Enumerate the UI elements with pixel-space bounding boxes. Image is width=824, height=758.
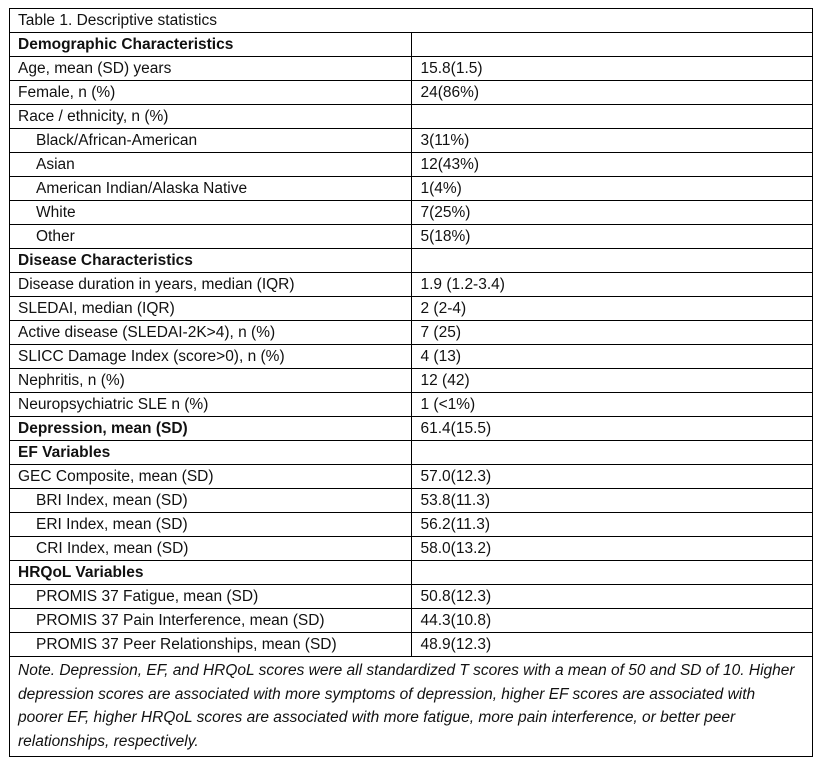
row-label: CRI Index, mean (SD) <box>10 537 412 561</box>
table-row <box>10 489 813 513</box>
descriptive-statistics-table-container <box>9 8 813 757</box>
row-value: 7(25%) <box>411 201 813 225</box>
row-value <box>411 441 813 465</box>
row-label: Disease Characteristics <box>10 249 412 273</box>
row-value: 44.3(10.8) <box>411 609 813 633</box>
row-value: 15.8(1.5) <box>411 57 813 81</box>
table-row <box>10 153 813 177</box>
table-row <box>10 33 813 57</box>
row-label: BRI Index, mean (SD) <box>10 489 412 513</box>
row-label: EF Variables <box>10 441 412 465</box>
row-label: Disease duration in years, median (IQR) <box>10 273 412 297</box>
table-body <box>10 9 813 757</box>
table-row <box>10 105 813 129</box>
table-row <box>10 633 813 657</box>
table-row <box>10 201 813 225</box>
row-label: Depression, mean (SD) <box>10 417 412 441</box>
row-value: 3(11%) <box>411 129 813 153</box>
table-row <box>10 249 813 273</box>
row-value: 50.8(12.3) <box>411 585 813 609</box>
table-row <box>10 81 813 105</box>
row-value <box>411 249 813 273</box>
table-caption: Table 1. Descriptive statistics <box>10 9 813 33</box>
table-row <box>10 345 813 369</box>
row-label: American Indian/Alaska Native <box>10 177 412 201</box>
table-row <box>10 513 813 537</box>
row-value <box>411 33 813 57</box>
row-label: Demographic Characteristics <box>10 33 412 57</box>
row-label: GEC Composite, mean (SD) <box>10 465 412 489</box>
row-value: 12 (42) <box>411 369 813 393</box>
row-label: Age, mean (SD) years <box>10 57 412 81</box>
row-value <box>411 561 813 585</box>
table-note: Note. Depression, EF, and HRQoL scores were all standardized T scores with a mean of 50 and SD of 10. Higher depression scores are associated with more symptoms of depression, higher EF scores are associated with poorer EF, higher HRQoL scores are associated with more fatigue, more pain interference, or better peer relationships, respectively. <box>10 657 813 757</box>
row-label: Black/African-American <box>10 129 412 153</box>
note-row <box>10 657 813 757</box>
table-row <box>10 177 813 201</box>
row-label: Nephritis, n (%) <box>10 369 412 393</box>
row-label: ERI Index, mean (SD) <box>10 513 412 537</box>
row-value: 24(86%) <box>411 81 813 105</box>
row-label: Race / ethnicity, n (%) <box>10 105 412 129</box>
table-row <box>10 417 813 441</box>
row-value: 1(4%) <box>411 177 813 201</box>
table-row <box>10 393 813 417</box>
row-value: 56.2(11.3) <box>411 513 813 537</box>
table-row <box>10 561 813 585</box>
row-value: 1 (<1%) <box>411 393 813 417</box>
row-value: 1.9 (1.2-3.4) <box>411 273 813 297</box>
row-label: White <box>10 201 412 225</box>
table-row <box>10 441 813 465</box>
row-label: Other <box>10 225 412 249</box>
table-row <box>10 585 813 609</box>
table-row <box>10 225 813 249</box>
row-label: Neuropsychiatric SLE n (%) <box>10 393 412 417</box>
row-value: 53.8(11.3) <box>411 489 813 513</box>
row-label: PROMIS 37 Fatigue, mean (SD) <box>10 585 412 609</box>
row-label: SLICC Damage Index (score>0), n (%) <box>10 345 412 369</box>
table-row <box>10 57 813 81</box>
row-value: 5(18%) <box>411 225 813 249</box>
table-row <box>10 537 813 561</box>
row-label: PROMIS 37 Peer Relationships, mean (SD) <box>10 633 412 657</box>
table-row <box>10 297 813 321</box>
row-value: 57.0(12.3) <box>411 465 813 489</box>
row-label: Asian <box>10 153 412 177</box>
row-value: 4 (13) <box>411 345 813 369</box>
row-value <box>411 105 813 129</box>
row-value: 61.4(15.5) <box>411 417 813 441</box>
row-value: 48.9(12.3) <box>411 633 813 657</box>
row-label: PROMIS 37 Pain Interference, mean (SD) <box>10 609 412 633</box>
row-label: Active disease (SLEDAI-2K>4), n (%) <box>10 321 412 345</box>
row-label: Female, n (%) <box>10 81 412 105</box>
table-row <box>10 609 813 633</box>
table-row <box>10 465 813 489</box>
row-value: 12(43%) <box>411 153 813 177</box>
row-label: HRQoL Variables <box>10 561 412 585</box>
table-row <box>10 369 813 393</box>
caption-row <box>10 9 813 33</box>
table-row <box>10 129 813 153</box>
row-value: 58.0(13.2) <box>411 537 813 561</box>
row-value: 2 (2-4) <box>411 297 813 321</box>
row-value: 7 (25) <box>411 321 813 345</box>
row-label: SLEDAI, median (IQR) <box>10 297 412 321</box>
descriptive-statistics-table <box>9 8 813 757</box>
table-row <box>10 273 813 297</box>
table-row <box>10 321 813 345</box>
